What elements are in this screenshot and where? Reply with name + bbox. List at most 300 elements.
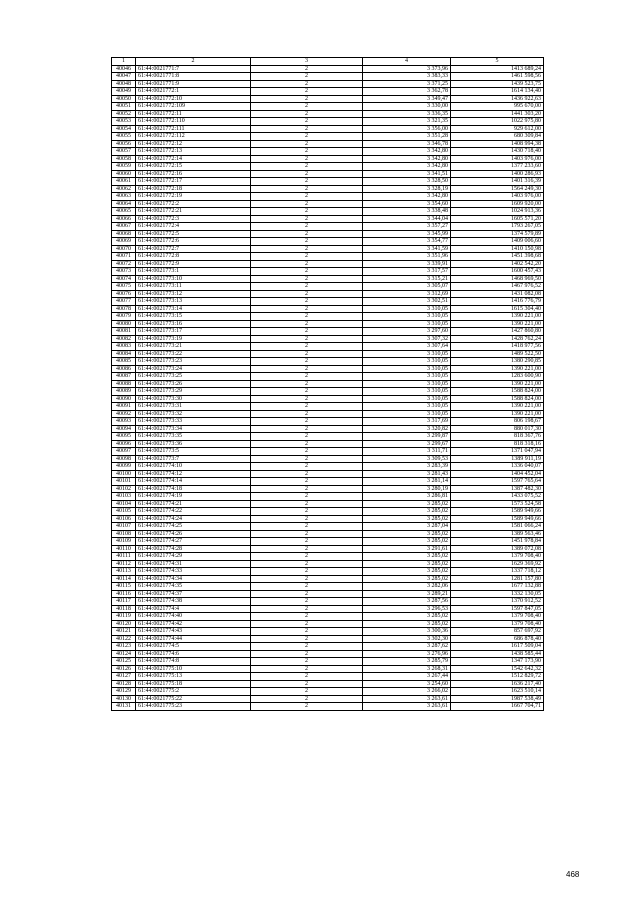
table-row: [112, 125, 544, 133]
area-cell: 3 351,28: [363, 133, 451, 141]
category-cell: 2: [251, 620, 363, 628]
cadastral-number-cell: 61:44:0021772:19: [136, 193, 251, 201]
category-cell: 2: [251, 290, 363, 298]
area-cell: 3 263,61: [363, 695, 451, 703]
value-cell: 1379 708,40: [451, 553, 544, 561]
cadastral-number-cell: 61:44:0021772:111: [136, 125, 251, 133]
cadastral-number-cell: 61:44:0021774:25: [136, 523, 251, 531]
value-cell: 1389 911,19: [451, 455, 544, 463]
row-number-cell: 40112: [112, 560, 136, 568]
category-cell: 2: [251, 568, 363, 576]
cadastral-number-cell: 61:44:0021775:2: [136, 688, 251, 696]
cadastral-number-cell: 61:44:0021774:10: [136, 463, 251, 471]
row-number-cell: 40055: [112, 133, 136, 141]
table-row: [112, 290, 544, 298]
table-row: [112, 410, 544, 418]
value-cell: 1433 075,52: [451, 493, 544, 501]
row-number-cell: 40069: [112, 238, 136, 246]
value-cell: 1600 457,43: [451, 268, 544, 276]
value-cell: 1374 579,89: [451, 230, 544, 238]
value-cell: 1436 922,63: [451, 95, 544, 103]
cadastral-number-cell: 61:44:0021774:34: [136, 575, 251, 583]
area-cell: 3 285,02: [363, 508, 451, 516]
value-cell: 1390 221,00: [451, 365, 544, 373]
category-cell: 2: [251, 95, 363, 103]
value-cell: 1390 221,00: [451, 313, 544, 321]
cadastral-number-cell: 61:44:0021774:26: [136, 530, 251, 538]
category-cell: 2: [251, 230, 363, 238]
row-number-cell: 40109: [112, 538, 136, 546]
cadastral-number-cell: 61:44:0021774:42: [136, 620, 251, 628]
area-cell: 3 263,61: [363, 703, 451, 711]
cadastral-number-cell: 61:44:0021772:17: [136, 178, 251, 186]
cadastral-number-cell: 61:44:0021772:15: [136, 163, 251, 171]
category-cell: 2: [251, 673, 363, 681]
row-number-cell: 40061: [112, 178, 136, 186]
table-row: [112, 433, 544, 441]
table-row: [112, 650, 544, 658]
value-cell: 1636 217,40: [451, 680, 544, 688]
category-cell: 2: [251, 283, 363, 291]
table-row: [112, 628, 544, 636]
cadastral-number-cell: 61:44:0021773:21: [136, 343, 251, 351]
table-row: [112, 635, 544, 643]
value-cell: 1564 249,30: [451, 185, 544, 193]
value-cell: 1589 949,66: [451, 508, 544, 516]
row-number-cell: 40102: [112, 485, 136, 493]
table-row: [112, 590, 544, 598]
value-cell: 1283 600,90: [451, 373, 544, 381]
table-row: [112, 328, 544, 336]
value-cell: 680 309,84: [451, 133, 544, 141]
table-row: [112, 178, 544, 186]
row-number-cell: 40058: [112, 155, 136, 163]
cadastral-number-cell: 61:44:0021773:11: [136, 283, 251, 291]
category-cell: 2: [251, 305, 363, 313]
cadastral-number-cell: 61:44:0021773:34: [136, 425, 251, 433]
row-number-cell: 40095: [112, 433, 136, 441]
category-cell: 2: [251, 425, 363, 433]
value-cell: 1371 047,94: [451, 448, 544, 456]
value-cell: 1588 824,00: [451, 388, 544, 396]
cadastral-number-cell: 61:44:0021773:22: [136, 350, 251, 358]
table-row: [112, 298, 544, 306]
area-cell: 3 349,47: [363, 95, 451, 103]
value-cell: 1281 157,80: [451, 575, 544, 583]
column-header: 5: [451, 58, 544, 66]
row-number-cell: 40071: [112, 253, 136, 261]
row-number-cell: 40051: [112, 103, 136, 111]
row-number-cell: 40052: [112, 110, 136, 118]
cadastral-number-cell: 61:44:0021775:18: [136, 680, 251, 688]
value-cell: 1597 847,05: [451, 605, 544, 613]
value-cell: 880 017,30: [451, 425, 544, 433]
row-number-cell: 40130: [112, 695, 136, 703]
value-cell: 1403 976,00: [451, 155, 544, 163]
table-row: [112, 508, 544, 516]
table-body: [112, 65, 544, 710]
value-cell: 929 612,00: [451, 125, 544, 133]
cadastral-number-cell: 61:44:0021772:18: [136, 185, 251, 193]
category-cell: 2: [251, 530, 363, 538]
row-number-cell: 40100: [112, 470, 136, 478]
category-cell: 2: [251, 538, 363, 546]
row-number-cell: 40114: [112, 575, 136, 583]
row-number-cell: 40056: [112, 140, 136, 148]
cadastral-number-cell: 61:44:0021774:22: [136, 508, 251, 516]
area-cell: 3 310,05: [363, 320, 451, 328]
category-cell: 2: [251, 320, 363, 328]
cadastral-number-cell: 61:44:0021773:31: [136, 403, 251, 411]
cadastral-number-cell: 61:44:0021773:26: [136, 380, 251, 388]
cadastral-number-cell: 61:44:0021773:1: [136, 268, 251, 276]
table-row: [112, 598, 544, 606]
table-row: [112, 568, 544, 576]
category-cell: 2: [251, 208, 363, 216]
table-row: [112, 530, 544, 538]
category-cell: 2: [251, 155, 363, 163]
data-table: [111, 57, 544, 711]
row-number-cell: 40096: [112, 440, 136, 448]
area-cell: 3 289,21: [363, 590, 451, 598]
cadastral-number-cell: 61:44:0021773:14: [136, 305, 251, 313]
table-row: [112, 230, 544, 238]
cadastral-number-cell: 61:44:0021771:8: [136, 73, 251, 81]
column-header: 4: [363, 58, 451, 66]
row-number-cell: 40048: [112, 80, 136, 88]
table-row: [112, 583, 544, 591]
value-cell: 1370 912,52: [451, 598, 544, 606]
value-cell: 1461 598,56: [451, 73, 544, 81]
table-row: [112, 493, 544, 501]
area-cell: 3 267,44: [363, 673, 451, 681]
row-number-cell: 40063: [112, 193, 136, 201]
category-cell: 2: [251, 455, 363, 463]
area-cell: 3 346,78: [363, 140, 451, 148]
cadastral-number-cell: 61:44:0021772:6: [136, 238, 251, 246]
category-cell: 2: [251, 380, 363, 388]
cadastral-number-cell: 61:44:0021774:33: [136, 568, 251, 576]
area-cell: 3 307,64: [363, 343, 451, 351]
value-cell: 1380 290,85: [451, 358, 544, 366]
table-row: [112, 373, 544, 381]
area-cell: 3 300,36: [363, 628, 451, 636]
category-cell: 2: [251, 185, 363, 193]
area-cell: 3 285,02: [363, 560, 451, 568]
value-cell: 1441 303,20: [451, 110, 544, 118]
row-number-cell: 40077: [112, 298, 136, 306]
value-cell: 1410 150,98: [451, 245, 544, 253]
category-cell: 2: [251, 508, 363, 516]
row-number-cell: 40090: [112, 395, 136, 403]
table-header-row: [112, 58, 544, 66]
category-cell: 2: [251, 200, 363, 208]
table-row: [112, 553, 544, 561]
area-cell: 3 310,05: [363, 373, 451, 381]
table-row: [112, 103, 544, 111]
category-cell: 2: [251, 245, 363, 253]
area-cell: 3 286,81: [363, 493, 451, 501]
category-cell: 2: [251, 148, 363, 156]
area-cell: 3 310,05: [363, 358, 451, 366]
row-number-cell: 40084: [112, 350, 136, 358]
table-row: [112, 305, 544, 313]
cadastral-number-cell: 61:44:0021775:10: [136, 665, 251, 673]
category-cell: 2: [251, 260, 363, 268]
row-number-cell: 40087: [112, 373, 136, 381]
row-number-cell: 40060: [112, 170, 136, 178]
row-number-cell: 40122: [112, 635, 136, 643]
value-cell: 1332 130,05: [451, 590, 544, 598]
area-cell: 3 339,91: [363, 260, 451, 268]
value-cell: 1542 642,32: [451, 665, 544, 673]
category-cell: 2: [251, 335, 363, 343]
area-cell: 3 287,62: [363, 643, 451, 651]
value-cell: 1589 949,66: [451, 515, 544, 523]
cadastral-number-cell: 61:44:0021775:23: [136, 703, 251, 711]
area-cell: 3 330,00: [363, 103, 451, 111]
value-cell: 1024 913,36: [451, 208, 544, 216]
table-row: [112, 133, 544, 141]
row-number-cell: 40059: [112, 163, 136, 171]
table-row: [112, 395, 544, 403]
table-row: [112, 365, 544, 373]
row-number-cell: 40117: [112, 598, 136, 606]
row-number-cell: 40119: [112, 613, 136, 621]
category-cell: 2: [251, 523, 363, 531]
row-number-cell: 40080: [112, 320, 136, 328]
value-cell: 1022 975,80: [451, 118, 544, 126]
cadastral-number-cell: 61:44:0021773:25: [136, 373, 251, 381]
category-cell: 2: [251, 395, 363, 403]
category-cell: 2: [251, 410, 363, 418]
area-cell: 3 341,51: [363, 170, 451, 178]
area-cell: 3 285,02: [363, 538, 451, 546]
row-number-cell: 40093: [112, 418, 136, 426]
value-cell: 1793 267,05: [451, 223, 544, 231]
row-number-cell: 40124: [112, 650, 136, 658]
table-row: [112, 620, 544, 628]
table-row: [112, 260, 544, 268]
cadastral-number-cell: 61:44:0021773:17: [136, 328, 251, 336]
row-number-cell: 40103: [112, 493, 136, 501]
cadastral-number-cell: 61:44:0021772:7: [136, 245, 251, 253]
value-cell: 1573 524,58: [451, 500, 544, 508]
value-cell: 1614 134,40: [451, 88, 544, 96]
cadastral-number-cell: 61:44:0021774:14: [136, 478, 251, 486]
category-cell: 2: [251, 545, 363, 553]
area-cell: 3 302,51: [363, 298, 451, 306]
value-cell: 1623 510,14: [451, 688, 544, 696]
cadastral-number-cell: 61:44:0021773:33: [136, 418, 251, 426]
cadastral-number-cell: 61:44:0021773:12: [136, 290, 251, 298]
table-row: [112, 613, 544, 621]
area-cell: 3 341,59: [363, 245, 451, 253]
category-cell: 2: [251, 343, 363, 351]
value-cell: 1390 221,00: [451, 320, 544, 328]
table-row: [112, 688, 544, 696]
area-cell: 3 280,19: [363, 485, 451, 493]
row-number-cell: 40046: [112, 65, 136, 73]
value-cell: 1597 765,64: [451, 478, 544, 486]
table-row: [112, 515, 544, 523]
table-row: [112, 425, 544, 433]
category-cell: 2: [251, 478, 363, 486]
row-number-cell: 40118: [112, 605, 136, 613]
table-row: [112, 545, 544, 553]
area-cell: 3 285,02: [363, 515, 451, 523]
category-cell: 2: [251, 140, 363, 148]
area-cell: 3 317,57: [363, 268, 451, 276]
row-number-cell: 40067: [112, 223, 136, 231]
value-cell: 1408 994,38: [451, 140, 544, 148]
cadastral-number-cell: 61:44:0021772:2: [136, 200, 251, 208]
category-cell: 2: [251, 440, 363, 448]
cadastral-number-cell: 61:44:0021774:38: [136, 598, 251, 606]
row-number-cell: 40049: [112, 88, 136, 96]
value-cell: 1438 585,44: [451, 650, 544, 658]
cadastral-number-cell: 61:44:0021772:110: [136, 118, 251, 126]
table-row: [112, 275, 544, 283]
category-cell: 2: [251, 485, 363, 493]
table-row: [112, 223, 544, 231]
value-cell: 1431 082,08: [451, 290, 544, 298]
area-cell: 3 321,35: [363, 118, 451, 126]
cadastral-number-cell: 61:44:0021772:4: [136, 223, 251, 231]
cadastral-number-cell: 61:44:0021772:8: [136, 253, 251, 261]
row-number-cell: 40073: [112, 268, 136, 276]
category-cell: 2: [251, 613, 363, 621]
row-number-cell: 40094: [112, 425, 136, 433]
area-cell: 3 310,05: [363, 395, 451, 403]
area-cell: 3 310,05: [363, 403, 451, 411]
value-cell: 1609 920,00: [451, 200, 544, 208]
area-cell: 3 342,80: [363, 193, 451, 201]
table-row: [112, 200, 544, 208]
row-number-cell: 40097: [112, 448, 136, 456]
table-row: [112, 463, 544, 471]
category-cell: 2: [251, 703, 363, 711]
category-cell: 2: [251, 223, 363, 231]
table-row: [112, 358, 544, 366]
category-cell: 2: [251, 170, 363, 178]
area-cell: 3 296,53: [363, 605, 451, 613]
value-cell: 1468 969,50: [451, 275, 544, 283]
area-cell: 3 344,04: [363, 215, 451, 223]
cadastral-number-cell: 61:44:0021774:12: [136, 470, 251, 478]
area-cell: 3 354,60: [363, 200, 451, 208]
area-cell: 3 315,21: [363, 275, 451, 283]
value-cell: 1629 369,92: [451, 560, 544, 568]
table-row: [112, 253, 544, 261]
cadastral-number-cell: 61:44:0021773:15: [136, 313, 251, 321]
category-cell: 2: [251, 298, 363, 306]
value-cell: 1403 976,00: [451, 193, 544, 201]
row-number-cell: 40047: [112, 73, 136, 81]
row-number-cell: 40116: [112, 590, 136, 598]
value-cell: 1390 221,00: [451, 410, 544, 418]
row-number-cell: 40121: [112, 628, 136, 636]
cadastral-number-cell: 61:44:0021774:43: [136, 628, 251, 636]
category-cell: 2: [251, 178, 363, 186]
value-cell: 1347 173,90: [451, 658, 544, 666]
cadastral-number-cell: 61:44:0021772:21: [136, 208, 251, 216]
cadastral-number-cell: 61:44:0021774:19: [136, 493, 251, 501]
area-cell: 3 342,80: [363, 163, 451, 171]
table-row: [112, 283, 544, 291]
category-cell: 2: [251, 253, 363, 261]
category-cell: 2: [251, 193, 363, 201]
table-row: [112, 185, 544, 193]
cadastral-number-cell: 61:44:0021774:8: [136, 658, 251, 666]
row-number-cell: 40126: [112, 665, 136, 673]
area-cell: 3 310,05: [363, 305, 451, 313]
value-cell: 1581 066,24: [451, 523, 544, 531]
value-cell: 1677 132,88: [451, 583, 544, 591]
table-row: [112, 193, 544, 201]
category-cell: 2: [251, 313, 363, 321]
category-cell: 2: [251, 103, 363, 111]
area-cell: 3 362,78: [363, 88, 451, 96]
category-cell: 2: [251, 80, 363, 88]
cadastral-number-cell: 61:44:0021772:11: [136, 110, 251, 118]
row-number-cell: 40128: [112, 680, 136, 688]
area-cell: 3 320,82: [363, 425, 451, 433]
cadastral-number-cell: 61:44:0021773:13: [136, 298, 251, 306]
cadastral-number-cell: 61:44:0021771:9: [136, 80, 251, 88]
table-row: [112, 680, 544, 688]
area-cell: 3 383,33: [363, 73, 451, 81]
category-cell: 2: [251, 688, 363, 696]
table-row: [112, 88, 544, 96]
area-cell: 3 356,00: [363, 125, 451, 133]
table-row: [112, 403, 544, 411]
value-cell: 1615 304,40: [451, 305, 544, 313]
area-cell: 3 291,61: [363, 545, 451, 553]
value-cell: 1588 824,00: [451, 395, 544, 403]
cadastral-number-cell: 61:44:0021774:29: [136, 553, 251, 561]
row-number-cell: 40127: [112, 673, 136, 681]
row-number-cell: 40104: [112, 500, 136, 508]
cadastral-number-cell: 61:44:0021774:4: [136, 605, 251, 613]
table-row: [112, 73, 544, 81]
cadastral-number-cell: 61:44:0021773:35: [136, 433, 251, 441]
row-number-cell: 40111: [112, 553, 136, 561]
category-cell: 2: [251, 373, 363, 381]
table-row: [112, 500, 544, 508]
cadastral-number-cell: 61:44:0021772:3: [136, 215, 251, 223]
value-cell: 1512 829,72: [451, 673, 544, 681]
area-cell: 3 285,02: [363, 530, 451, 538]
column-header: 2: [136, 58, 251, 66]
row-number-cell: 40065: [112, 208, 136, 216]
area-cell: 3 285,02: [363, 575, 451, 583]
category-cell: 2: [251, 125, 363, 133]
category-cell: 2: [251, 133, 363, 141]
cadastral-number-cell: 61:44:0021773:16: [136, 320, 251, 328]
table-row: [112, 238, 544, 246]
table-row: [112, 643, 544, 651]
category-cell: 2: [251, 628, 363, 636]
value-cell: 1605 571,20: [451, 215, 544, 223]
area-cell: 3 268,31: [363, 665, 451, 673]
cadastral-number-cell: 61:44:0021775:22: [136, 695, 251, 703]
category-cell: 2: [251, 418, 363, 426]
category-cell: 2: [251, 598, 363, 606]
area-cell: 3 276,96: [363, 650, 451, 658]
table-row: [112, 605, 544, 613]
cadastral-number-cell: 61:44:0021774:6: [136, 650, 251, 658]
